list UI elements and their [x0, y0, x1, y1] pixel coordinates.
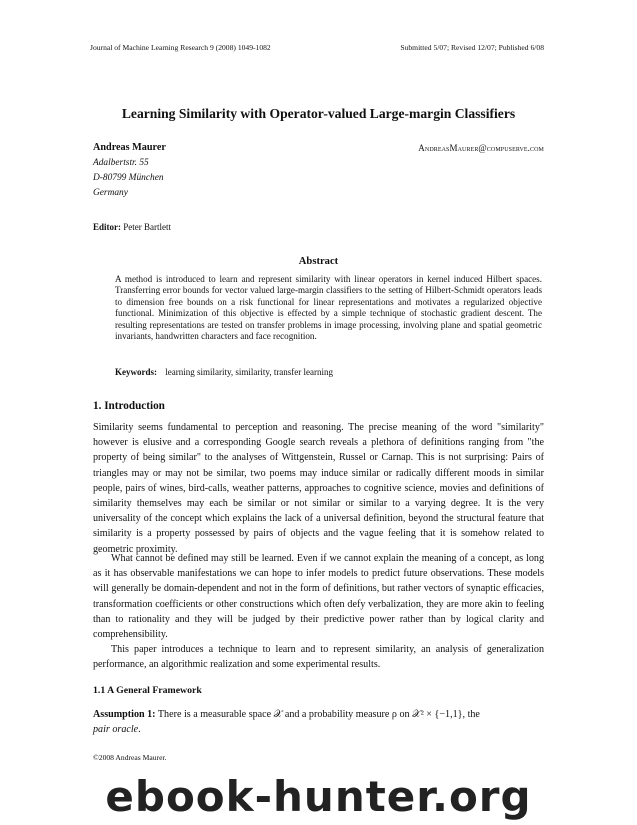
- editor-label: Editor:: [93, 222, 121, 232]
- body-paragraph: [93, 551, 544, 642]
- abstract-heading: Abstract: [298, 256, 339, 267]
- author-name: Andreas Maurer: [93, 142, 166, 153]
- paragraph-text: What cannot be defined may still be learned. Even if we cannot explain the meaning of a concept, as long as it has observable manifestations we can hope to infer models to predict future observations. These models will generally be domain-dependent and not in the form of definitions, but rather vectors of synaptic efficacies, transformation coefficients or other constructions which often defy verbalization, they are more akin to feeling than to rationality and they will be judged by their predictive power rather than by logical clarity and comprehensibility.: [93, 553, 544, 641]
- journal-header: Journal of Machine Learning Research 9 (2008) 1049-1082: [90, 43, 271, 52]
- abstract-text: A method is introduced to learn and represent similarity with linear operators in kernel induced Hilbert spaces. Transferring error bounds for vector valued large-margin classifiers to the setting of Hilbert-Schmidt operators leads to dimension free bounds on a risk functional for linear representations and motivates a regularized objective functional. Minimization of this objective is effected by a simple technique of stochastic gradient descent. The resulting representations are tested on transfer problems in image processing, involving plane and spatial geometric invariants, handwritten characters and face recognition.: [115, 274, 542, 342]
- body-paragraph: [93, 642, 544, 672]
- subsection-heading: 1.1 A General Framework: [93, 685, 202, 696]
- editor-line: [93, 222, 171, 232]
- author-email: AndreasMaurer@compuserve.com: [418, 143, 544, 153]
- assumption-label: Assumption 1:: [93, 709, 156, 720]
- copyright-notice: ©2008 Andreas Maurer.: [93, 753, 167, 762]
- body-paragraph: [93, 420, 544, 557]
- keywords-label: Keywords:: [115, 367, 157, 377]
- paper-title: Learning Similarity with Operator-valued Large-margin Classifiers: [121, 106, 516, 121]
- author-address: [93, 156, 164, 201]
- section-heading: 1. Introduction: [93, 400, 165, 412]
- address-line: Germany: [93, 188, 128, 198]
- watermark-text: ebook-hunter.org: [105, 772, 532, 821]
- keywords-text: learning similarity, similarity, transfer learning: [165, 367, 334, 377]
- assumption-italic: pair oracle: [93, 724, 139, 736]
- keywords-line: [115, 367, 333, 377]
- paragraph-text: Similarity seems fundamental to perception and reasoning. The precise meaning of the word "similarity" however is elusive and a corresponding Google search reveals a plethora of definitions ranging from "the property of being similar" to the analyses of Wittgenstein, Russel or Carnap. This is not surprising: Pairs of triangles may or may not be similar, two poems may induce similar or radically different moods in similar people, pairs of wines, bird-calls, weather patterns, approaches to cognitive science, movies and definitions of similarity themselves may each be similar or not similar or similar to a varying degree. It is the very universality of the concept which explains the lack of a universal definition, beyond the structural feature that similarity is a property possessed by pairs of objects and the vague feeling that it is somehow related to geometric proximity.: [93, 422, 544, 555]
- address-line: Adalbertstr. 55: [93, 158, 149, 168]
- submission-dates: Submitted 5/07; Revised 12/07; Published 6/08: [400, 43, 544, 52]
- address-line: D-80799 München: [93, 173, 164, 183]
- assumption-block: [93, 707, 544, 737]
- assumption-end: .: [138, 724, 141, 736]
- editor-name: Peter Bartlett: [123, 222, 171, 232]
- paragraph-text: This paper introduces a technique to learn and to represent similarity, an analysis of generalization performance, an algorithmic realization and some experimental results.: [93, 644, 544, 671]
- assumption-text: There is a measurable space 𝒳 and a probability measure ρ on 𝒳² × {−1,1}, the: [157, 709, 480, 720]
